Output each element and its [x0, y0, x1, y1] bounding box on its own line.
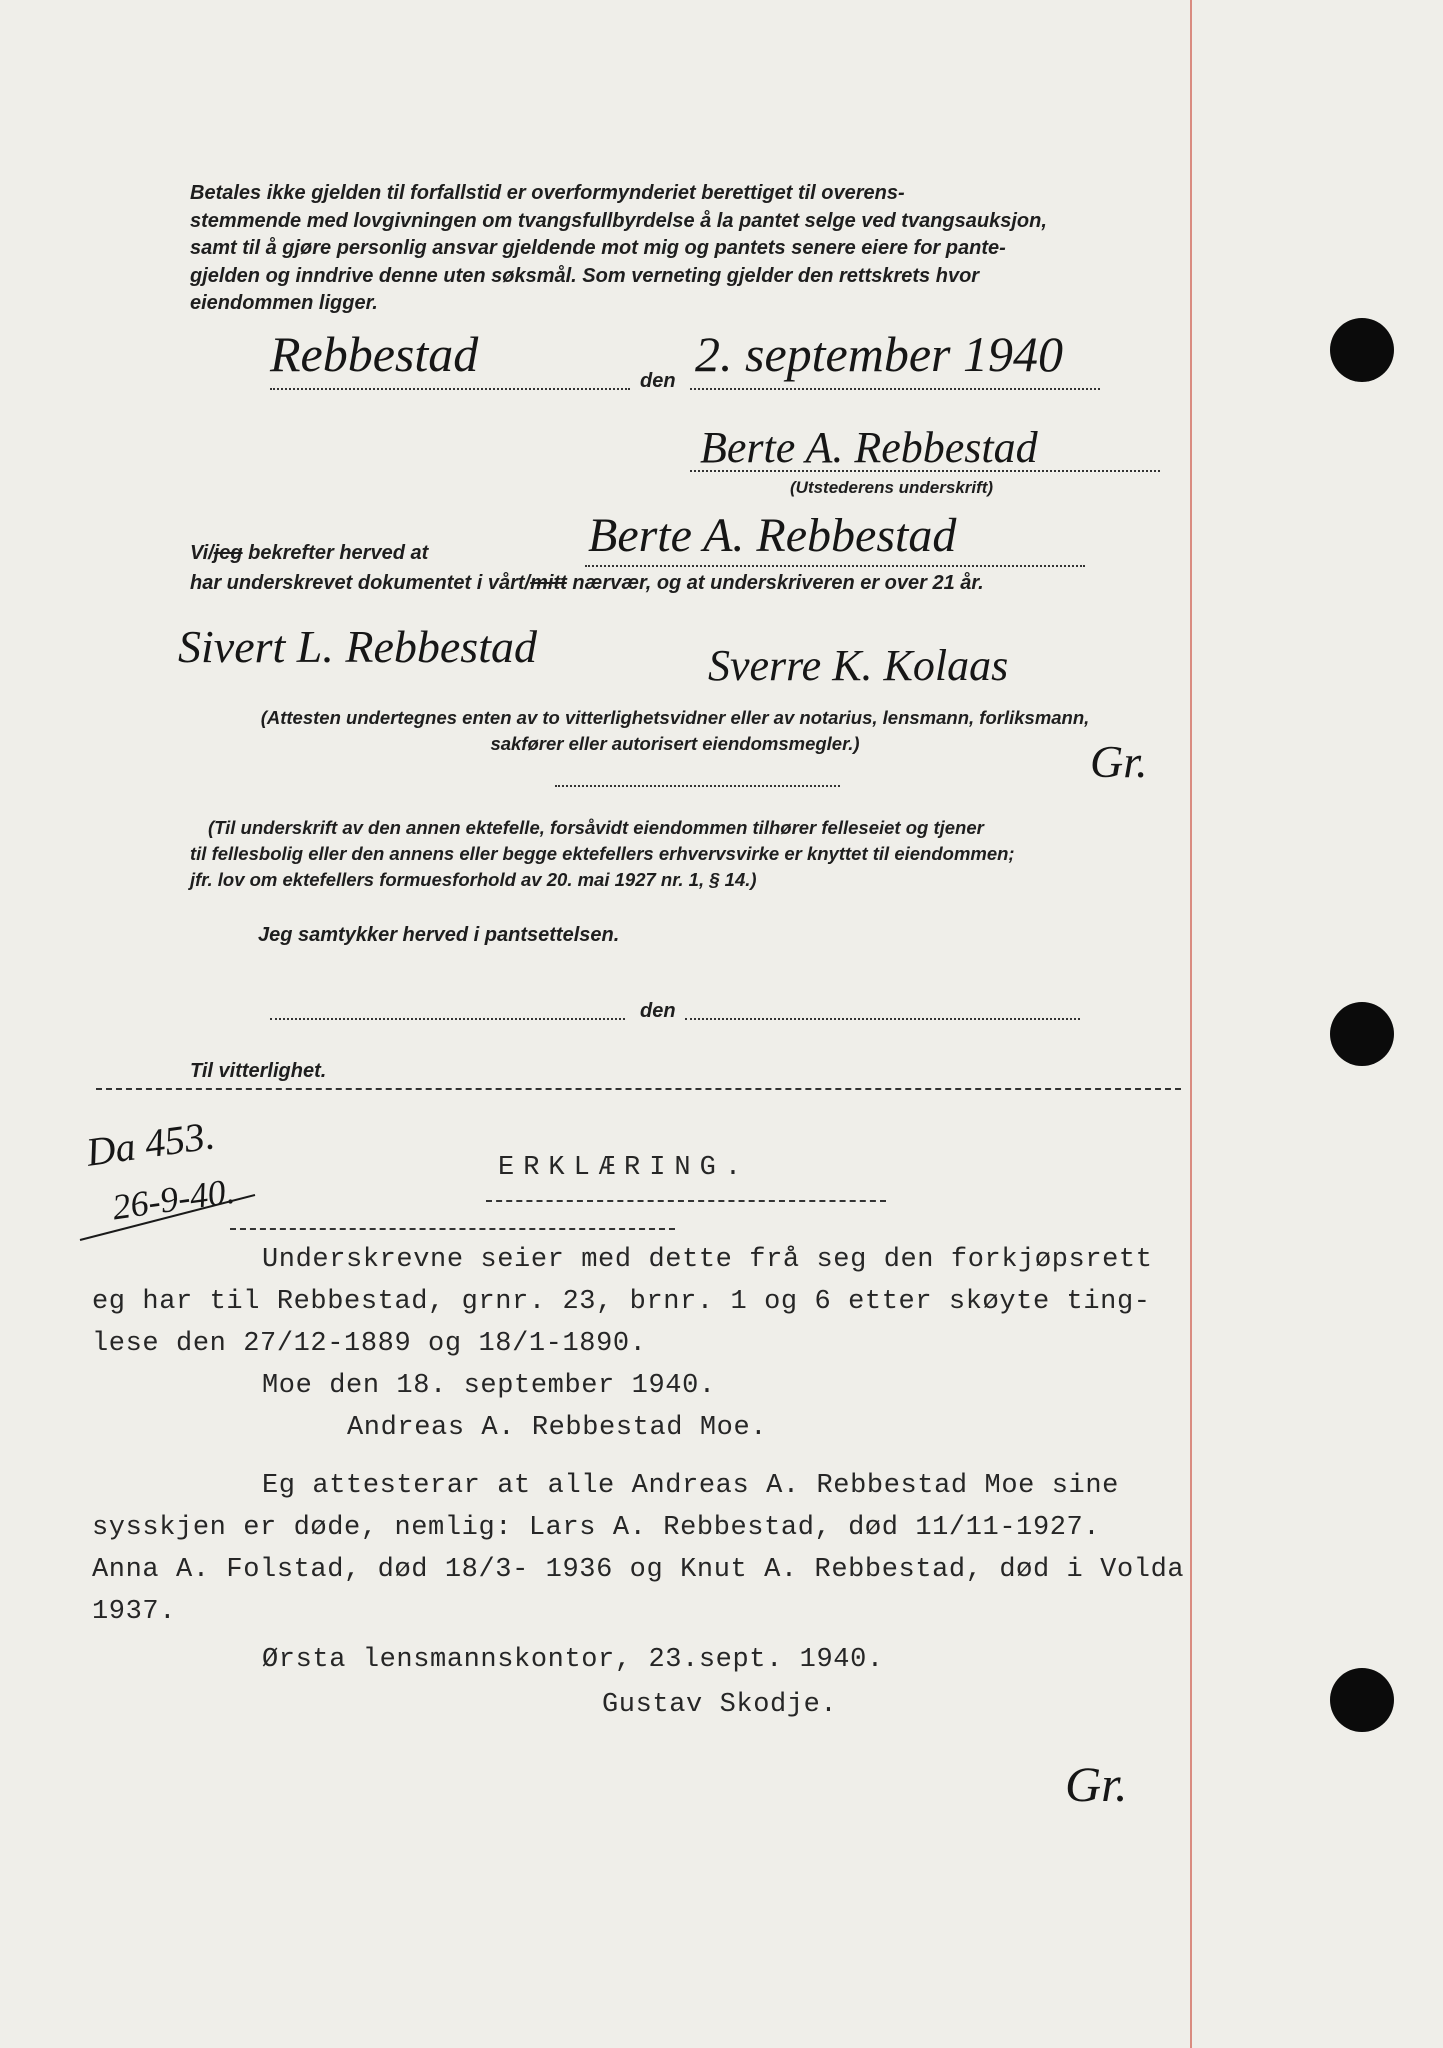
- erklaering-signer: Andreas A. Rebbestad Moe.: [347, 1413, 768, 1443]
- heading-underline-2: [230, 1228, 675, 1230]
- attest-line: 1937.: [92, 1597, 177, 1627]
- attest-line: sysskjen er døde, nemlig: Lars A. Rebbestad, død 11/11-1927.: [92, 1513, 1101, 1543]
- confirm-rest: bekrefter herved at: [242, 542, 429, 564]
- confirm-struck: jeg: [213, 542, 243, 564]
- forfall-line: samt til å gjøre personlig ansvar gjeldende mot mig og pantets senere eiere for pante-: [190, 237, 1006, 259]
- den-blank-label: den: [640, 1000, 676, 1022]
- attest-line: Eg attesterar at alle Andreas A. Rebbestad Moe sine: [262, 1471, 1119, 1501]
- faint-stamp: [950, 72, 1120, 132]
- attest-note-line: sakfører eller autorisert eiendomsmegler.): [490, 733, 860, 754]
- issuer-caption: (Utstederens underskrift): [790, 478, 994, 497]
- issuer-dotline: [690, 470, 1160, 472]
- spouse-note-line: (Til underskrift av den annen ektefelle, forsåvidt eiendommen tilhører felleseiet og tjener: [208, 817, 984, 838]
- red-margin-line: [1190, 0, 1192, 2048]
- punch-hole-middle: [1330, 1002, 1394, 1066]
- faint-header-mark: [188, 80, 418, 92]
- confirm-line2-part1: har underskrevet dokumentet i vårt/: [190, 572, 531, 594]
- attest-note: [190, 705, 1160, 757]
- erklaering-line: Underskrevne seier med dette frå seg den forkjøpsrett: [262, 1245, 1153, 1275]
- spouse-note: [190, 815, 1168, 893]
- confirm-line1: [190, 540, 610, 568]
- spouse-note-line: til fellesbolig eller den annens eller begge ektefellers erhvervsvirke er knyttet til eiendommen;: [190, 843, 1015, 864]
- issuer-signature: Berte A. Rebbestad: [700, 423, 1038, 472]
- date-handwritten: 2. september 1940: [695, 326, 1063, 382]
- attest-note-line: (Attesten undertegnes enten av to vitterlighetsvidner eller av notarius, lensmann, forliksmann,: [260, 707, 1090, 728]
- den-label: den: [640, 370, 676, 392]
- forfall-line: stemmende med lovgivningen om tvangsfullbyrdelse å la pantet selge ved tvangsauksjon,: [190, 209, 1047, 232]
- punch-hole-bottom: [1330, 1668, 1394, 1732]
- erklaering-line: lese den 27/12-1889 og 18/1-1890.: [92, 1329, 647, 1359]
- office-date: Ørsta lensmannskontor, 23.sept. 1940.: [262, 1645, 884, 1675]
- heading-underline-1: [486, 1200, 886, 1202]
- forfall-line: Betales ikke gjelden til forfallstid er overformynderiet berettiget til overens-: [190, 182, 905, 204]
- signatory-dotline: [585, 565, 1085, 567]
- erklaering-line: eg har til Rebbestad, grnr. 23, brnr. 1 og 6 etter skøyte ting-: [92, 1287, 1151, 1317]
- erklaering-heading: ERKLÆRING.: [498, 1153, 751, 1183]
- date-dotline: [690, 388, 1100, 390]
- confirm-prefix: Vi/: [190, 542, 214, 564]
- forfall-paragraph: [190, 180, 1160, 318]
- forfall-line: eiendommen ligger.: [190, 292, 378, 314]
- confirm-line2-struck: mitt: [530, 572, 567, 594]
- erklaering-place-date: Moe den 18. september 1940.: [262, 1371, 716, 1401]
- witness-signature-1: Sivert L. Rebbestad: [178, 621, 537, 672]
- place-dotline: [270, 388, 630, 390]
- punch-hole-top: [1330, 318, 1394, 382]
- til-vitterlighet: Til vitterlighet.: [190, 1060, 327, 1082]
- attest-line: Anna A. Folstad, død 18/3- 1936 og Knut A. Rebbestad, død i Volda: [92, 1555, 1185, 1585]
- blank-date-dotline: [685, 1018, 1080, 1020]
- short-dotline: [555, 785, 840, 787]
- blank-signature-dotline: [270, 1018, 625, 1020]
- signatory-handwritten: Berte A. Rebbestad: [588, 509, 957, 562]
- spouse-note-line: jfr. lov om ektefellers formuesforhold av 20. mai 1927 nr. 1, § 14.): [190, 869, 757, 890]
- consent-text: Jeg samtykker herved i pantsettelsen.: [258, 924, 620, 946]
- officer-name: Gustav Skodje.: [602, 1690, 838, 1720]
- margin-note-2: 26-9-40.: [109, 1170, 238, 1228]
- confirm-line2: [190, 570, 1160, 598]
- forfall-line: gjelden og inndrive denne uten søksmål. Som verneting gjelder den rettskrets hvor: [190, 264, 980, 287]
- place-handwritten: Rebbestad: [270, 326, 479, 382]
- margin-note-1: Da 453.: [83, 1112, 218, 1175]
- margin-note-stroke: [70, 1140, 270, 1250]
- separator-dashline: [96, 1088, 1181, 1090]
- initials-bottom: Gr.: [1065, 1756, 1128, 1812]
- witness-signature-2: Sverre K. Kolaas: [708, 641, 1009, 690]
- initials-handwritten: Gr.: [1090, 736, 1148, 787]
- confirm-line2-part2: nærvær, og at underskriveren er over 21 år.: [566, 572, 984, 594]
